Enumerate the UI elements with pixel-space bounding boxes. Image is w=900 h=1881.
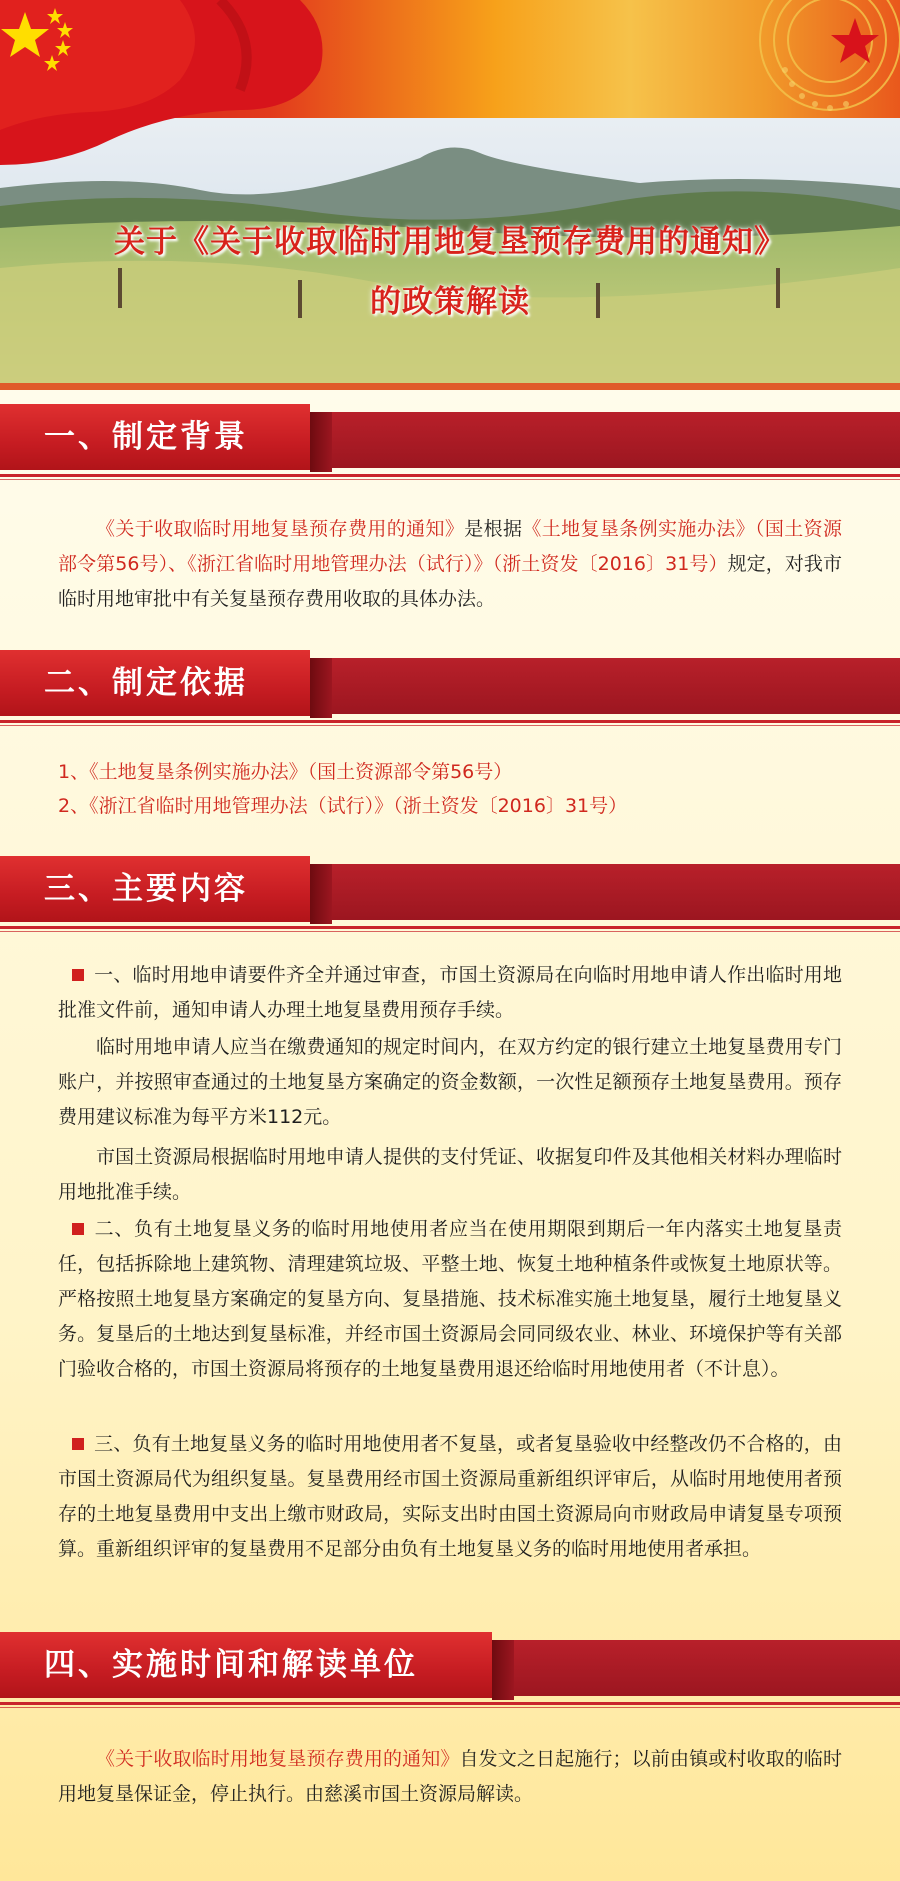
square-bullet-icon bbox=[72, 1223, 84, 1235]
content-paragraph-3: 市国土资源局根据临时用地申请人提供的支付凭证、收据复印件及其他相关材料办理临时用地批准手续。 bbox=[58, 1146, 842, 1203]
square-bullet-icon bbox=[72, 969, 84, 981]
section-background bbox=[0, 404, 900, 476]
section-content bbox=[0, 856, 900, 928]
section-basis bbox=[0, 650, 900, 722]
content-paragraph-2: 临时用地申请人应当在缴费通知的规定时间内，在双方约定的银行建立土地复垦费用专门账户，并按照审查通过的土地复垦方案确定的资金数额，一次性足额预存土地复垦费用。预存费用建议标准为每平方米112元。 bbox=[58, 1036, 842, 1128]
section-heading: 三、主要内容 bbox=[44, 871, 248, 907]
section-heading: 二、制定依据 bbox=[44, 665, 248, 701]
section-banner bbox=[0, 650, 900, 722]
section-implementation bbox=[0, 1632, 900, 1704]
section-banner bbox=[0, 1632, 900, 1704]
basis-item-2: 2、《浙江省临时用地管理办法（试行）》（浙土资发〔2016〕31号） bbox=[58, 795, 628, 817]
section-heading: 四、实施时间和解读单位 bbox=[44, 1647, 418, 1683]
title-line-2: 的政策解读 bbox=[370, 284, 530, 320]
section-banner bbox=[0, 856, 900, 928]
title-line-1: 关于《关于收取临时用地复垦预存费用的通知》 bbox=[114, 224, 786, 260]
content-paragraph-4: 二、负有土地复垦义务的临时用地使用者应当在使用期限到期后一年内落实土地复垦责任，包括拆除地上建筑物、清理建筑垃圾、平整土地、恢复土地种植条件或恢复土地原状等。严格按照土地复垦方案确定的复垦方向、复垦措施、技术标准实施土地复垦，履行土地复垦义务。复垦后的土地达到复垦标准，并经市国土资源局会同同级农业、林业、环境保护等有关部门验收合格的，市国土资源局将预存的土地复垦费用退还给临时用地使用者（不计息）。 bbox=[58, 1218, 842, 1380]
section-banner bbox=[0, 404, 900, 476]
content-paragraph-1: 一、临时用地申请要件齐全并通过审查，市国土资源局在向临时用地申请人作出临时用地批准文件前，通知申请人办理土地复垦费用预存手续。 bbox=[58, 964, 842, 1021]
section-heading: 一、制定背景 bbox=[44, 419, 248, 455]
background-paragraph: 《关于收取临时用地复垦预存费用的通知》是根据《土地复垦条例实施办法》（国土资源部令第56号）、《浙江省临时用地管理办法（试行）》（浙土资发〔2016〕31号）规定，对我市临时用地审批中有关复垦预存费用收取的具体办法。 bbox=[58, 518, 842, 610]
flag-icon bbox=[0, 0, 360, 170]
square-bullet-icon bbox=[72, 1438, 84, 1450]
implementation-paragraph: 《关于收取临时用地复垦预存费用的通知》自发文之日起施行；以前由镇或村收取的临时用地复垦保证金，停止执行。由慈溪市国土资源局解读。 bbox=[58, 1748, 842, 1805]
page-title bbox=[0, 212, 900, 332]
emblem-icon bbox=[680, 0, 900, 120]
basis-item-1: 1、《土地复垦条例实施办法》（国土资源部令第56号） bbox=[58, 761, 513, 783]
content-paragraph-5: 三、负有土地复垦义务的临时用地使用者不复垦，或者复垦验收中经整改仍不合格的，由市国土资源局代为组织复垦。复垦费用经市国土资源局重新组织评审后，从临时用地使用者预存的土地复垦费用中支出上缴市财政局，实际支出时由国土资源局向市财政局申请复垦专项预算。重新组织评审的复垦费用不足部分由负有土地复垦义务的临时用地使用者承担。 bbox=[58, 1433, 842, 1560]
